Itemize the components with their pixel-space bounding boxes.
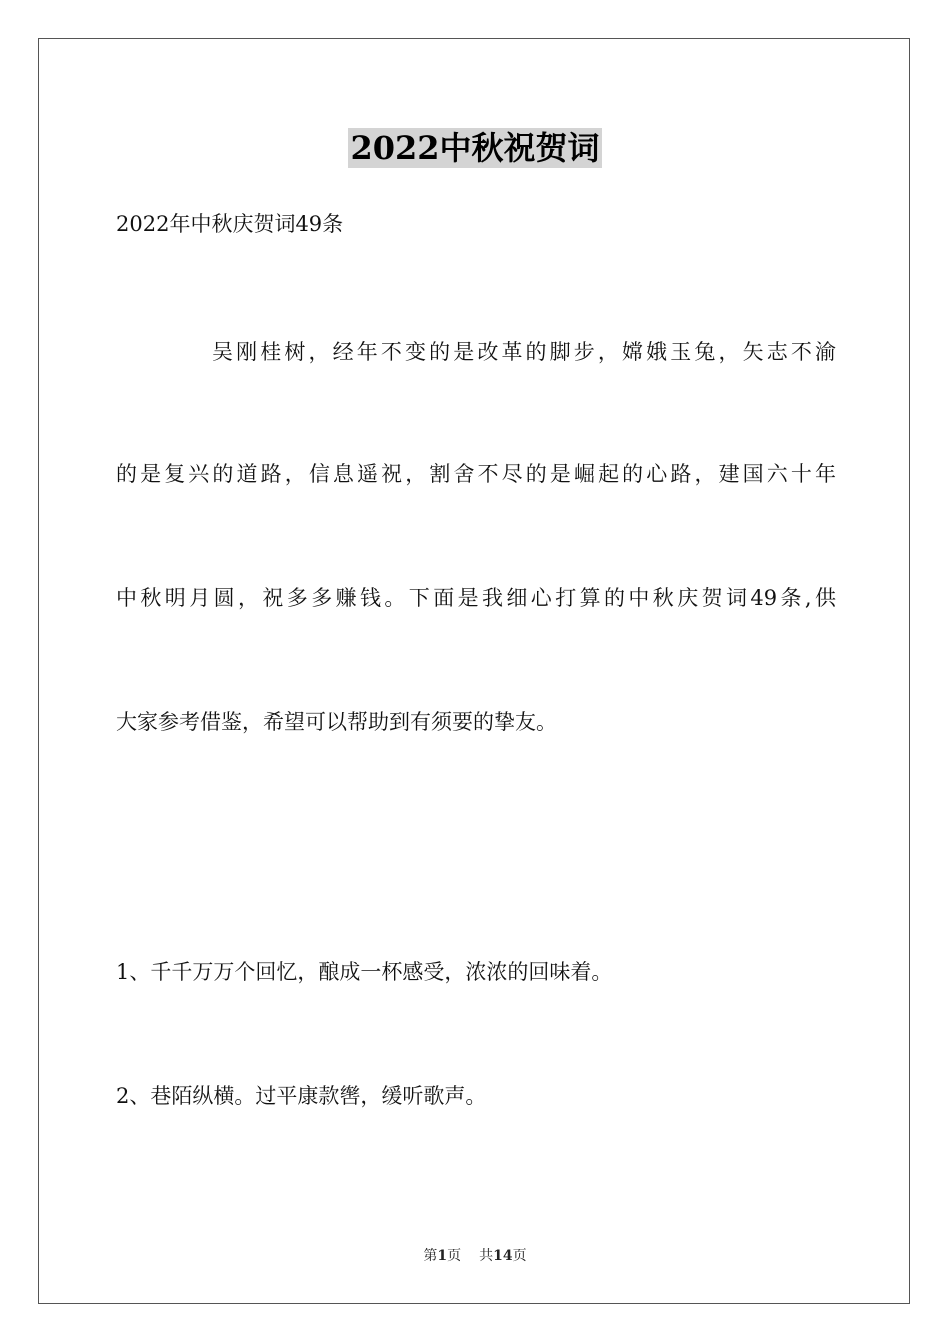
intro-line-4: 大家参考借鉴，希望可以帮助到有须要的挚友。: [116, 710, 557, 734]
list-item-1: 1、千千万万个回忆，酿成一杯感受，浓浓的回味着。: [116, 960, 613, 984]
footer-total-prefix: 共: [479, 1248, 494, 1264]
document-title: 2022中秋祝贺词: [350, 129, 600, 167]
page-footer: [0, 1246, 950, 1266]
footer-page-current: 1: [437, 1248, 448, 1264]
intro-line-2: 的是复兴的道路，信息遥祝，割舍不尽的是崛起的心路，建国六十年: [116, 462, 836, 486]
title-container: [0, 128, 950, 168]
intro-line-1: 吴刚桂树，经年不变的是改革的脚步，嫦娥玉兔，矢志不渝: [212, 340, 836, 364]
footer-page-prefix: 第: [423, 1248, 438, 1264]
intro-line-3: 中秋明月圆，祝多多赚钱。下面是我细心打算的中秋庆贺词49条,供: [116, 586, 836, 610]
footer-total-suffix: 页: [512, 1248, 527, 1264]
list-item-2: 2、巷陌纵横。过平康款辔，缓听歌声。: [116, 1084, 487, 1108]
document-subtitle: 2022年中秋庆贺词49条: [116, 212, 344, 236]
footer-page-suffix: 页: [447, 1248, 462, 1264]
footer-page-total: 14: [493, 1248, 513, 1264]
